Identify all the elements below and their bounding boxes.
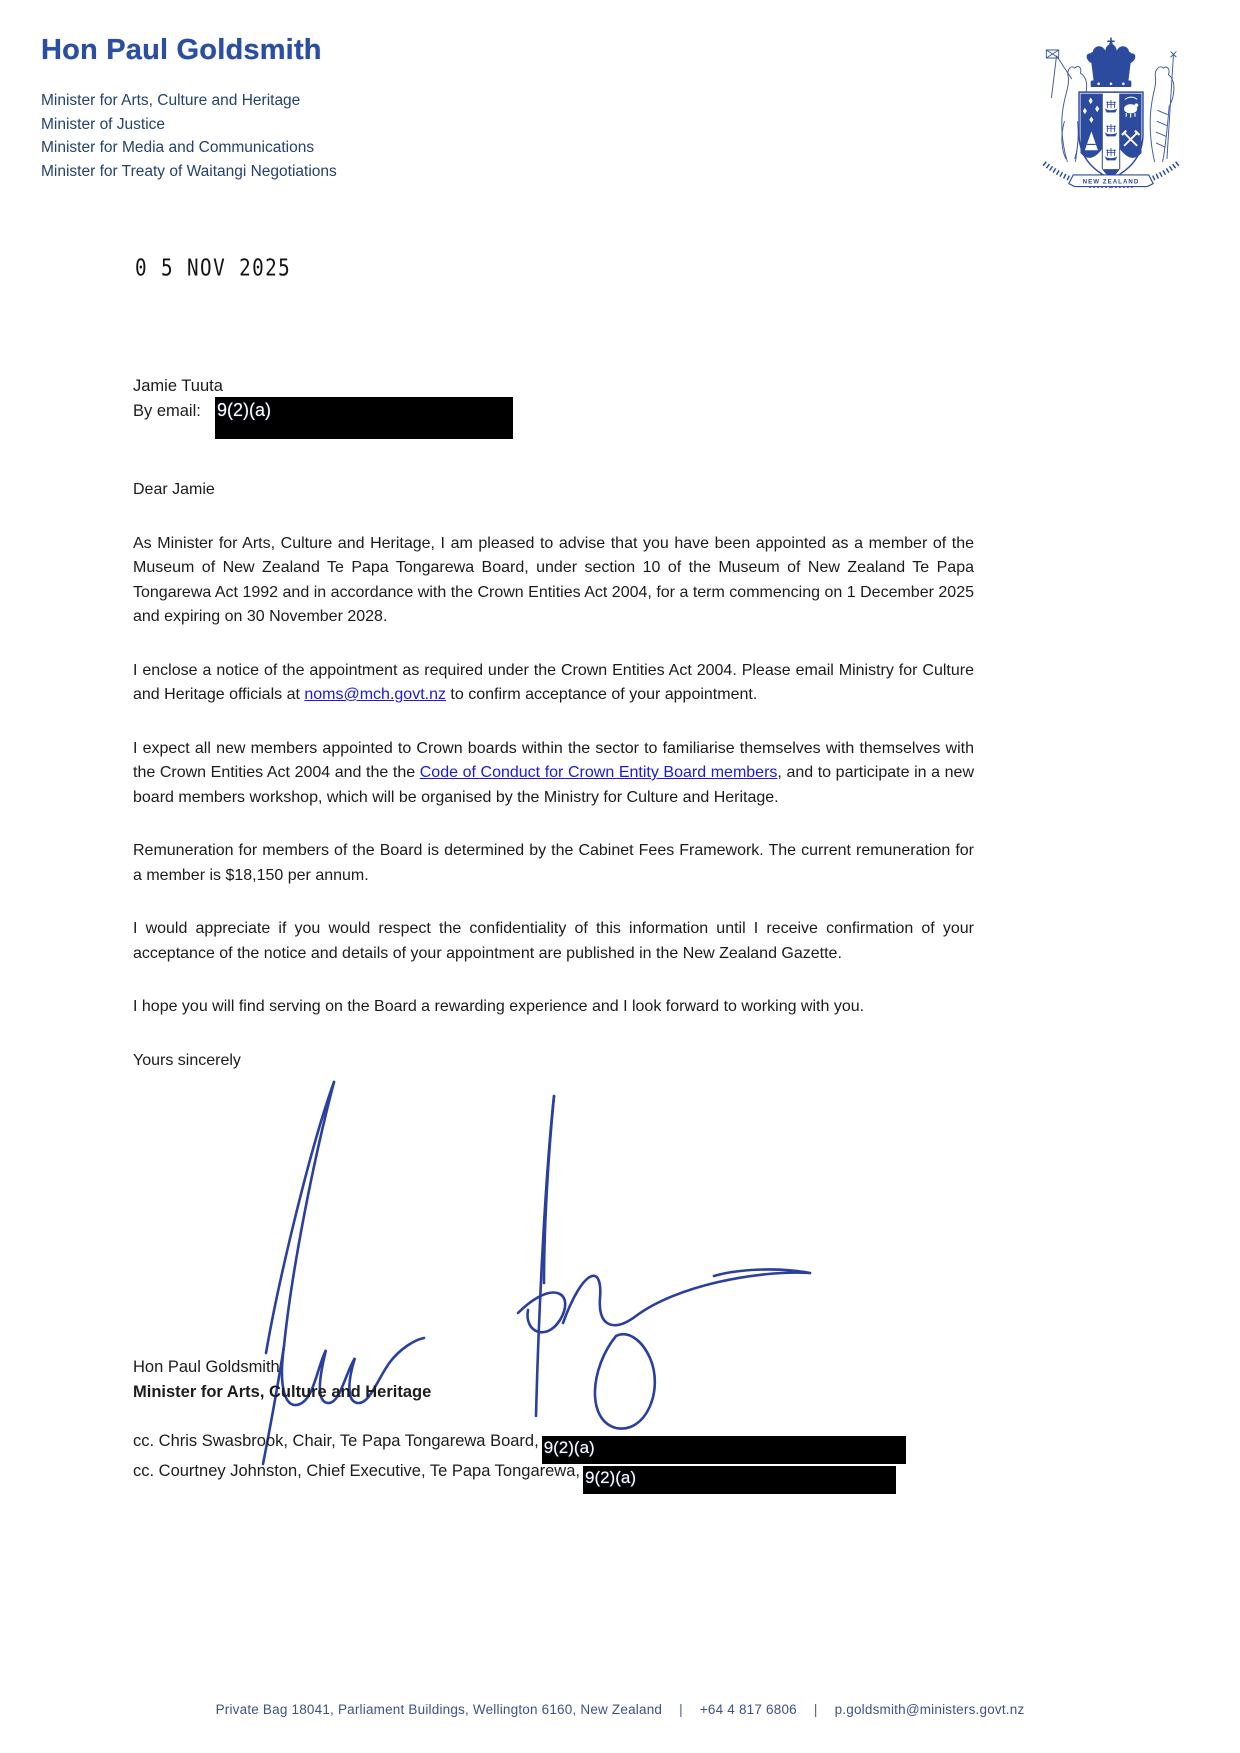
redaction-box — [583, 1466, 896, 1494]
footer-separator: | — [813, 1702, 818, 1717]
footer-address: Private Bag 18041, Parliament Buildings, Wellington 6160, New Zealand — [215, 1702, 663, 1717]
footer-phone: +64 4 817 6806 — [699, 1702, 797, 1717]
paragraph-text: I enclose a notice of the appointment as required under the Crown Entities Act 2004. Please email Ministry for Culture and Heritage officials at — [133, 661, 974, 703]
redaction-code: 9(2)(a) — [584, 1468, 636, 1487]
code-of-conduct-link[interactable]: Code of Conduct for Crown Entity Board members — [419, 764, 778, 781]
minister-roles — [41, 89, 661, 183]
redaction-code: 9(2)(a) — [217, 400, 272, 420]
footer-contact-line — [0, 1702, 1240, 1717]
role-line: Minister of Justice — [41, 115, 166, 133]
paragraph-text: to confirm acceptance of your appointment. — [445, 686, 758, 703]
redaction-code: 9(2)(a) — [543, 1438, 595, 1457]
role-line: Minister for Media and Communications — [41, 139, 315, 156]
recipient-block — [133, 374, 272, 424]
cc-line — [133, 1432, 906, 1464]
minister-name-heading: Hon Paul Goldsmith — [41, 34, 322, 66]
paragraph-confidentiality: I would appreciate if you would respect the confidentiality of this information until I receive confirmation of your acceptance of the notice and details of your appointment are published in the New Zealand Gazette. — [133, 920, 974, 962]
closing: Yours sincerely — [133, 1051, 241, 1069]
recipient-name: Jamie Tuuta — [133, 377, 223, 395]
date-stamp: 0 5 NOV 2025 — [135, 254, 292, 281]
by-email-label: By email: — [133, 402, 201, 420]
paragraph-hope: I hope you will find serving on the Board a rewarding experience and I look forward to working with you. — [133, 998, 865, 1015]
right-supporter — [1150, 51, 1176, 161]
paragraph-text: I expect all new members appointed to Crown boards within the sector to familiarise themselves with themselves with the Crown Entities Act 2004 and the the — [133, 739, 974, 781]
paragraph-appointment: As Minister for Arts, Culture and Heritage, I am pleased to advise that you have been appointed as a member of the Museum of New Zealand Te Papa Tongarewa Board, under section 10 of the Museum of New Zealand Te Papa Tongarewa Act 1992 and in accordance with the Crown Entities Act 2004, for a term commencing on 1 December 2025 and expiring on 30 November 2028. — [133, 534, 974, 625]
paragraph-remuneration: Remuneration for members of the Board is determined by the Cabinet Fees Framework. The current remuneration for a member is $18,150 per annum. — [133, 842, 974, 884]
nz-coat-of-arms-icon — [1023, 34, 1199, 188]
signature-block — [133, 1355, 431, 1405]
redaction-box — [542, 1436, 906, 1464]
cc-text: cc. Chris Swasbrook, Chair, Te Papa Tongarewa Board, — [133, 1432, 539, 1450]
scroll-text: NEW ZEALAND — [1082, 178, 1140, 186]
salutation: Dear Jamie — [133, 481, 215, 498]
redaction-box — [215, 397, 513, 439]
paragraph-text: , and to participate in a new board members workshop, which will be organised by the Ministry for Culture and Heritage. — [133, 764, 974, 806]
signatory-title: Minister for Arts, Culture and Heritage — [133, 1383, 432, 1401]
cc-text: cc. Courtney Johnston, Chief Executive, Te Papa Tongarewa, — [133, 1462, 580, 1480]
letter-body — [133, 478, 974, 1102]
paragraph-notice — [133, 659, 974, 708]
footer-separator: | — [679, 1702, 683, 1717]
signature-ink — [218, 1068, 828, 1468]
role-line: Minister for Treaty of Waitangi Negotiations — [41, 162, 337, 180]
shield — [1079, 92, 1143, 179]
cc-line — [133, 1462, 896, 1494]
scroll-banner — [1069, 175, 1153, 187]
role-line: Minister for Arts, Culture and Heritage — [41, 92, 301, 109]
crown — [1087, 38, 1136, 87]
letterhead — [41, 34, 661, 183]
signatory-name: Hon Paul Goldsmith — [133, 1358, 280, 1376]
noms-email-link[interactable]: noms@mch.govt.nz — [304, 686, 446, 703]
footer-email: p.goldsmith@ministers.govt.nz — [834, 1702, 1025, 1717]
paragraph-expectations — [133, 737, 974, 811]
